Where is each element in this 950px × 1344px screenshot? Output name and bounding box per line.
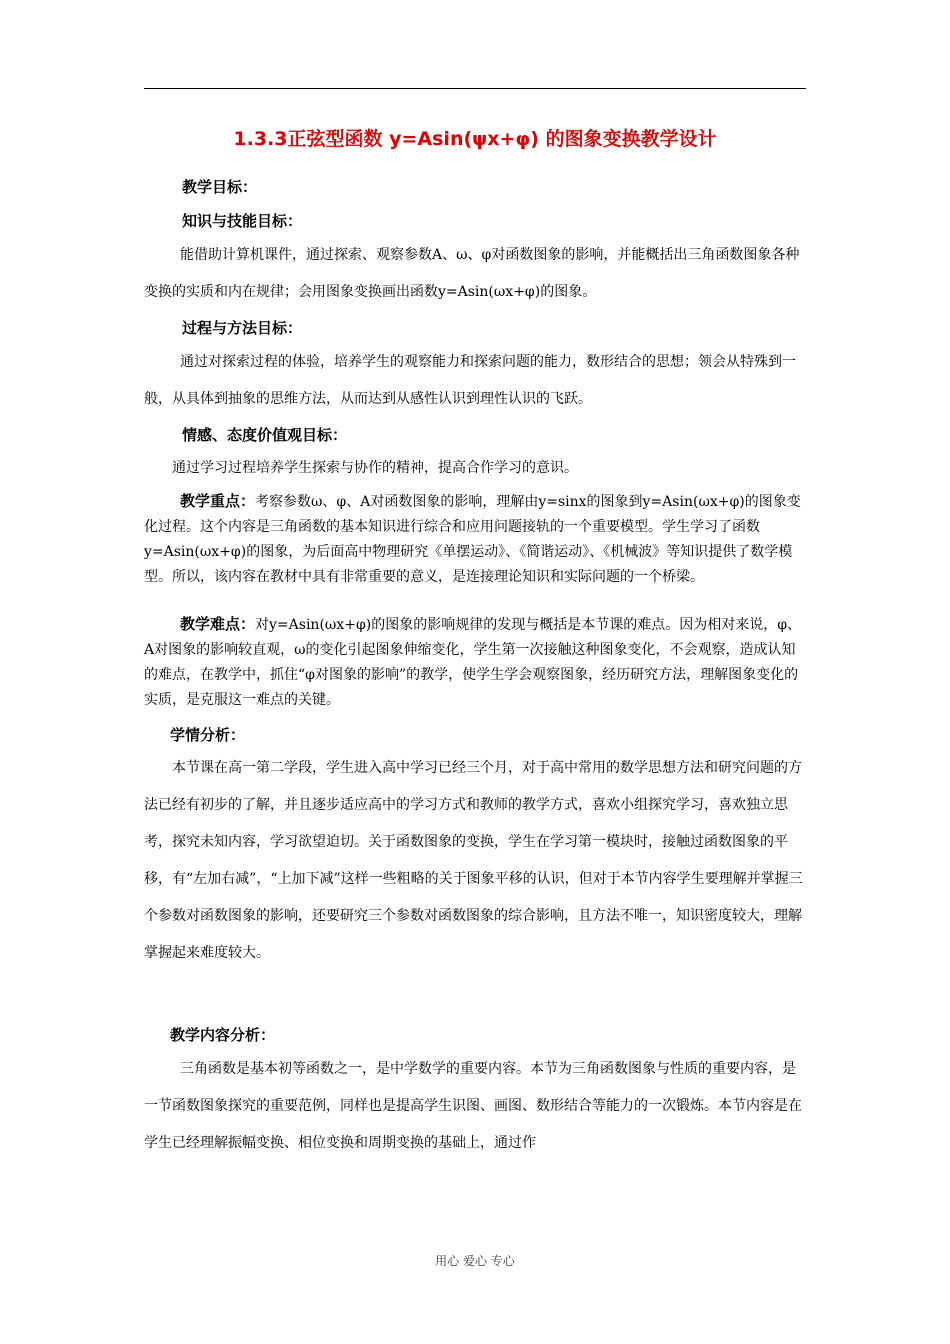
heading-student-analysis: 学情分析：	[170, 726, 246, 744]
paragraph-process-goals: 通过对探索过程的体验，培养学生的观察能力和探索问题的能力，数形结合的思想；领会从特殊到一般，从具体到抽象的思维方法，从而达到从感性认识到理性认识的飞跃。	[144, 354, 796, 407]
page-footer: 用心 爱心 专心	[435, 1254, 515, 1268]
paragraph-emotion-goals: 通过学习过程培养学生探索与协作的精神，提高合作学习的意识。	[172, 460, 578, 476]
header-rule	[144, 88, 806, 89]
paragraph-student-analysis: 本节课在高一第二学段，学生进入高中学习已经三个月，对于高中常用的数学思想方法和研究问题的方法已经有初步的了解，并且逐步适应高中的学习方式和教师的教学方式，喜欢小组探究学习，喜欢独立思考，探究未知内容，学习欲望迫切。关于函数图象的变换，学生在学习第一模块时，接触过函数图象的平移，有“左加右减”，“上加下减”这样一些粗略的关于图象平移的认识，但对于本节内容学生要理解并掌握三个参数对函数图象的影响，还要研究三个参数对函数图象的综合影响，且方法不唯一，知识密度较大，理解掌握起来难度较大。	[144, 760, 803, 961]
heading-knowledge-goals: 知识与技能目标：	[182, 212, 303, 230]
paragraph-teaching-key-points: 教学重点：考察参数ω、φ、A对函数图象的影响，理解由y=sinx的图象到y=Asin(ωx+φ)的图象变化过程。这个内容是三角函数的基本知识进行综合和应用问题接轨的一个重要模型。学生学习了函数y=Asin(ωx+φ)的图象，为后面高中物理研究《单摆运动》、《简谐运动》、《机械波》等知识提供了数学模型。所以，该内容在教材中具有非常重要的意义，是连接理论知识和实际问题的一个桥梁。	[144, 492, 801, 585]
document-title: 1.3.3正弦型函数 y=Asin(ψx+φ) 的图象变换教学设计	[233, 128, 717, 150]
paragraph-content-analysis: 三角函数是基本初等函数之一，是中学数学的重要内容。本节为三角函数图象与性质的重要内容，是一节函数图象探究的重要范例，同样也是提高学生识图、画图、数形结合等能力的一次锻炼。本节内容是在学生已经理解振幅变换、相位变换和周期变换的基础上，通过作	[144, 1061, 802, 1151]
heading-content-analysis: 教学内容分析：	[170, 1026, 276, 1044]
label-teaching-key-points: 教学重点：	[180, 492, 256, 510]
paragraph-teaching-difficulty: 教学难点：对y=Asin(ωx+φ)的图象的影响规律的发现与概括是本节课的难点。因为相对来说，φ、A对图象的影响较直观，ω的变化引起图象伸缩变化，学生第一次接触这种图象变化，不会观察，造成认知的难点，在教学中，抓住“φ对图象的影响”的教学，使学生学会观察图象，经历研究方法，理解图象变化的实质，是克服这一难点的关键。	[144, 615, 802, 708]
heading-process-goals: 过程与方法目标：	[182, 319, 303, 337]
heading-teaching-goals: 教学目标：	[182, 178, 258, 196]
label-teaching-difficulty: 教学难点：	[180, 615, 256, 633]
paragraph-knowledge-goals: 能借助计算机课件，通过探索、观察参数A、ω、φ对函数图象的影响，并能概括出三角函数图象各种变换的实质和内在规律；会用图象变换画出函数y=Asin(ωx+φ)的图象。	[144, 247, 800, 300]
heading-emotion-goals: 情感、态度价值观目标：	[182, 426, 348, 444]
